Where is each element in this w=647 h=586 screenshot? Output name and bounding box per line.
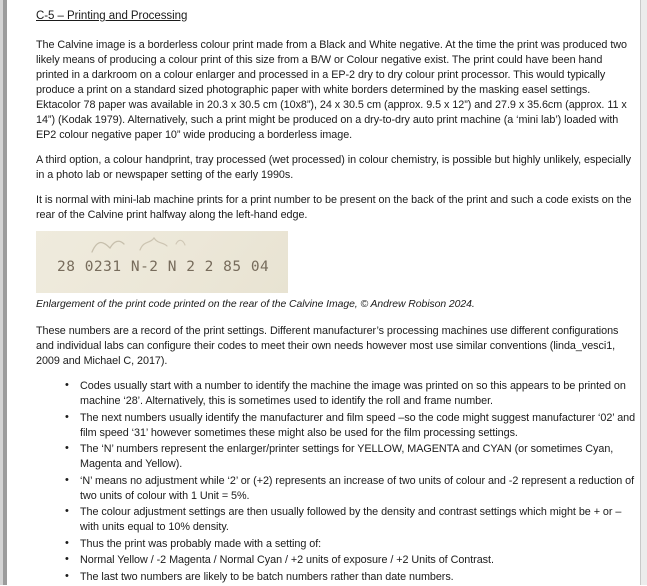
paragraph-third-option: A third option, a colour handprint, tray processed (wet processed) in colour chemistry, is possible but highly unlikely, especially in a photo lab or newspaper setting of the early 1990s. (36, 154, 631, 181)
bullet-item-density-contrast: • The colour adjustment settings are then usually followed by the density and contrast settings which might be + or – with units equal to 10% density. (80, 505, 636, 535)
page-left-edge (0, 0, 8, 585)
page-right-edge (640, 0, 647, 585)
bullet-item-setting-intro: • Thus the print was probably made with a setting of: (80, 537, 636, 552)
bullet-item-manufacturer-film-speed: • The next numbers usually identify the manufacturer and film speed –so the code might suggest manufacturer ‘02’ and film speed ‘31’ however sometimes these might also be used for the film processing settings. (80, 411, 636, 441)
print-code-text: 28 0231 N-2 N 2 2 85 04 (57, 259, 270, 275)
figure-caption: Enlargement of the print code printed on the rear of the Calvine Image, © Andrew Robison 2024. (36, 299, 475, 310)
pencil-mark-icon (88, 232, 200, 258)
page-content (36, 8, 636, 586)
paragraph-conventions: These numbers are a record of the print settings. Different manufacturer’s processing machines use different configurations and individual labs can configure their codes to meet their own needs however most use similar conventions (linda_vesci1, 2009 and Michael C, 2017). (36, 325, 619, 367)
bullet-item-machine-number: • Codes usually start with a number to identify the machine the image was printed on so this appears to be printed on machine ‘28’. Alternatively, this is sometimes used to identify the roll and frame number. (80, 379, 636, 409)
paragraph-print-number: It is normal with mini-lab machine prints for a print number to be present on the back of the print and such a code exists on the rear of the Calvine print halfway along the left-hand edge. (36, 194, 632, 221)
print-code-photo (36, 231, 288, 293)
bullet-item-batch-numbers: • The last two numbers are likely to be batch numbers rather than date numbers. (80, 570, 636, 585)
paragraph-print-production: The Calvine image is a borderless colour print made from a Black and White negative. At the time the print was produced two likely means of producing a colour print of this size from a B/W or Colour negative exist. The print could have been hand printed in a darkroom on a colour enlarger and processed in a EP-2 dry to dry colour print processor. This would typically produce a print on a standard sized photographic paper with white borders determined by the masking easel settings. Ektacolor 78 paper was available in 20.3 x 30.5 cm (10x8”), 24 x 30.5 cm (approx. 9.5 x 12”) and 27.9 x 35.6cm (approx. 11 x 14”) (Kodak 1979). Alternatively, such a print might be produced on a dry-to-dry auto print machine (a ‘mini lab’) loaded with EP2 colour negative paper 10” wide producing a borderless image. (36, 39, 627, 141)
section-heading: C-5 – Printing and Processing (36, 10, 188, 22)
bullet-list (36, 379, 636, 585)
bullet-item-adjustment-units: • ‘N’ means no adjustment while ‘2’ or (+2) represents an increase of two units of colour and -2 represent a reduction of two units of colour with 1 Unit = 5%. (80, 474, 636, 504)
bullet-item-n-numbers: • The ‘N’ numbers represent the enlarger/printer settings for YELLOW, MAGENTA and CYAN (or sometimes Cyan, Magenta and Yellow). (80, 442, 636, 472)
bullet-item-setting-values: • Normal Yellow / -2 Magenta / Normal Cyan / +2 units of exposure / +2 Units of Contrast. (80, 553, 636, 568)
